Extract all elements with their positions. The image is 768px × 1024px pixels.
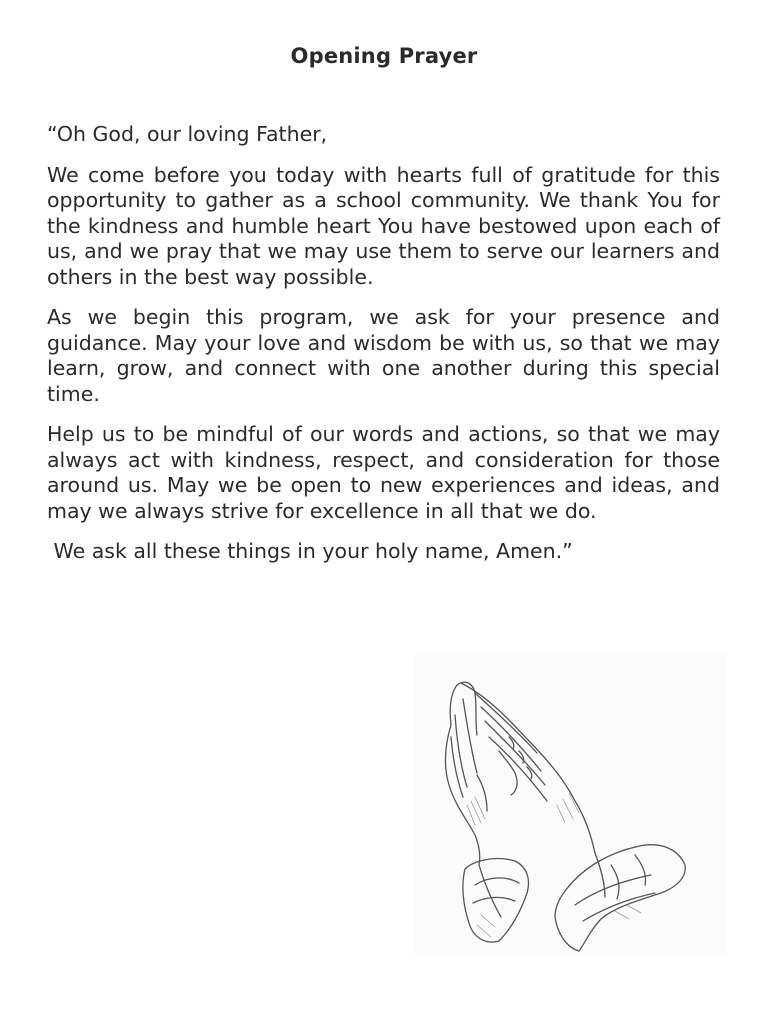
praying-hands-icon — [415, 655, 727, 955]
praying-hands-illustration — [415, 655, 727, 955]
prayer-salutation: “Oh God, our loving Father, — [47, 122, 328, 146]
prayer-paragraph-mindfulness: Help us to be mindful of our words and actions, so that we may always act with kindness, respect, and consideration for those around us. May we be open to new experiences and ideas, and may we always strive for excellence in all that we do. — [47, 422, 720, 523]
prayer-closing: We ask all these things in your holy name, Amen.” — [47, 539, 573, 563]
prayer-paragraph-gratitude: We come before you today with hearts full of gratitude for this opportunity to gather as a school community. We thank You for the kindness and humble heart You have bestowed upon each of us, and we pray that we may use them to serve our learners and others in the best way possible. — [47, 162, 720, 289]
page-title: Opening Prayer — [290, 44, 478, 68]
prayer-body — [47, 122, 720, 580]
prayer-paragraph-guidance: As we begin this program, we ask for your presence and guidance. May your love and wisdom be with us, so that we may learn, grow, and connect with one another during this special time. — [47, 305, 720, 406]
